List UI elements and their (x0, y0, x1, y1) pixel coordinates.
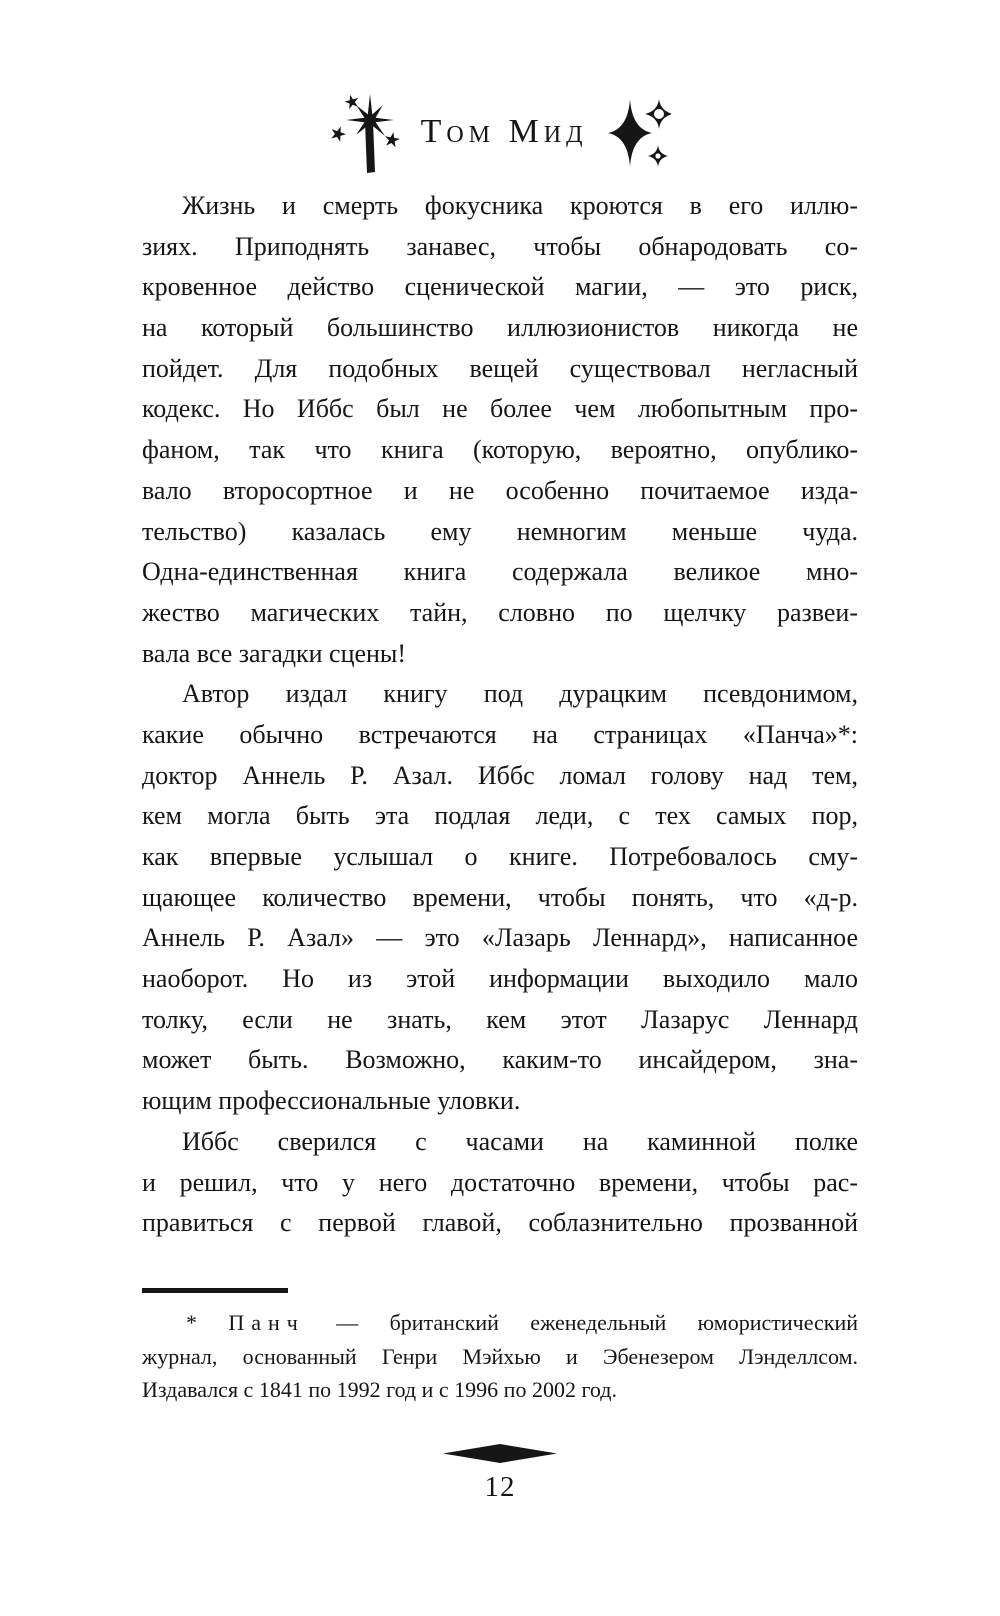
text-line: как впервые услышал о книге. Потребовалось сму- (142, 842, 858, 871)
text-line: ющим профессиональные уловки. (142, 1086, 521, 1116)
text-line: правиться с первой главой, соблазнительно прозванной (142, 1208, 858, 1238)
text-line: вало второсортное и не особенно почитаемое изда- (142, 475, 858, 505)
running-header (0, 92, 1000, 178)
text-line: толку, если не знать, кем этот Лазарус Леннард (142, 1004, 858, 1034)
text-line: зиях. Приподнять занавес, чтобы обнародовать со- (142, 231, 858, 261)
footnote-line: журнал, основанный Генри Мэйхью и Эбенезером Лэнделлсом. (142, 1343, 858, 1369)
body-text (142, 186, 858, 1244)
page-footer (0, 1444, 1000, 1504)
text-line: может быть. Возможно, каким-то инсайдером, зна- (142, 1045, 858, 1075)
text-line: Автор издал книгу под дурацким псевдонимом, (182, 679, 858, 709)
paragraph (142, 674, 858, 1122)
text-line: тельство) казалась ему немногим меньше чуда. (142, 516, 858, 546)
footnote-separator (142, 1288, 288, 1293)
author-name: Том Мид (420, 113, 588, 150)
text-line: кровенное действо сценической магии, — это риск, (142, 272, 858, 302)
text-line: фаном, так что книга (которую, вероятно, опублико- (142, 435, 858, 465)
text-line: доктор Аннель Р. Азал. Иббс ломал голову над тем, (142, 760, 858, 790)
text-line: на который большинство иллюзионистов никогда не (142, 313, 858, 343)
sparkle-cluster-icon (605, 93, 671, 177)
text-line: кодекс. Но Иббс был не более чем любопытным про- (142, 394, 858, 424)
text-line: Иббс сверился с часами на каминной полке (182, 1126, 858, 1156)
text-line: пойдет. Для подобных вещей существовал негласный (142, 353, 858, 383)
footnote-line (142, 1306, 858, 1340)
text-line: вала все загадки сцены! (142, 638, 407, 668)
footnote-marker: * (186, 1310, 197, 1335)
footnote-term: Панч (228, 1310, 305, 1335)
diamond-ornament (443, 1444, 557, 1463)
footnote-line: Издавался с 1841 по 1992 год и с 1996 по 2002 год. (142, 1377, 617, 1402)
footnote-text: — британский еженедельный юмористический (336, 1310, 859, 1335)
footnote (142, 1288, 858, 1407)
page-number: 12 (484, 1471, 516, 1503)
text-line: кем могла быть эта подлая леди, с тех самых пор, (142, 801, 858, 831)
paragraph (142, 1122, 858, 1244)
text-line: щающее количество времени, чтобы понять, что «д-р. (142, 882, 858, 912)
text-line: жество магических тайн, словно по щелчку развеи- (142, 597, 858, 627)
magic-wand-burst-icon (329, 92, 403, 178)
text-line: Одна-единственная книга содержала великое мно- (142, 557, 858, 587)
paragraph (142, 186, 858, 674)
text-line: какие обычно встречаются на страницах «Панча»*: (142, 719, 858, 749)
text-line: наоборот. Но из этой информации выходило мало (142, 964, 858, 994)
text-line: Жизнь и смерть фокусника кроются в его иллю- (182, 191, 858, 220)
text-line: и решил, что у него достаточно времени, чтобы рас- (142, 1167, 858, 1197)
text-line: Аннель Р. Азал» — это «Лазарь Леннард», написанное (142, 923, 858, 953)
